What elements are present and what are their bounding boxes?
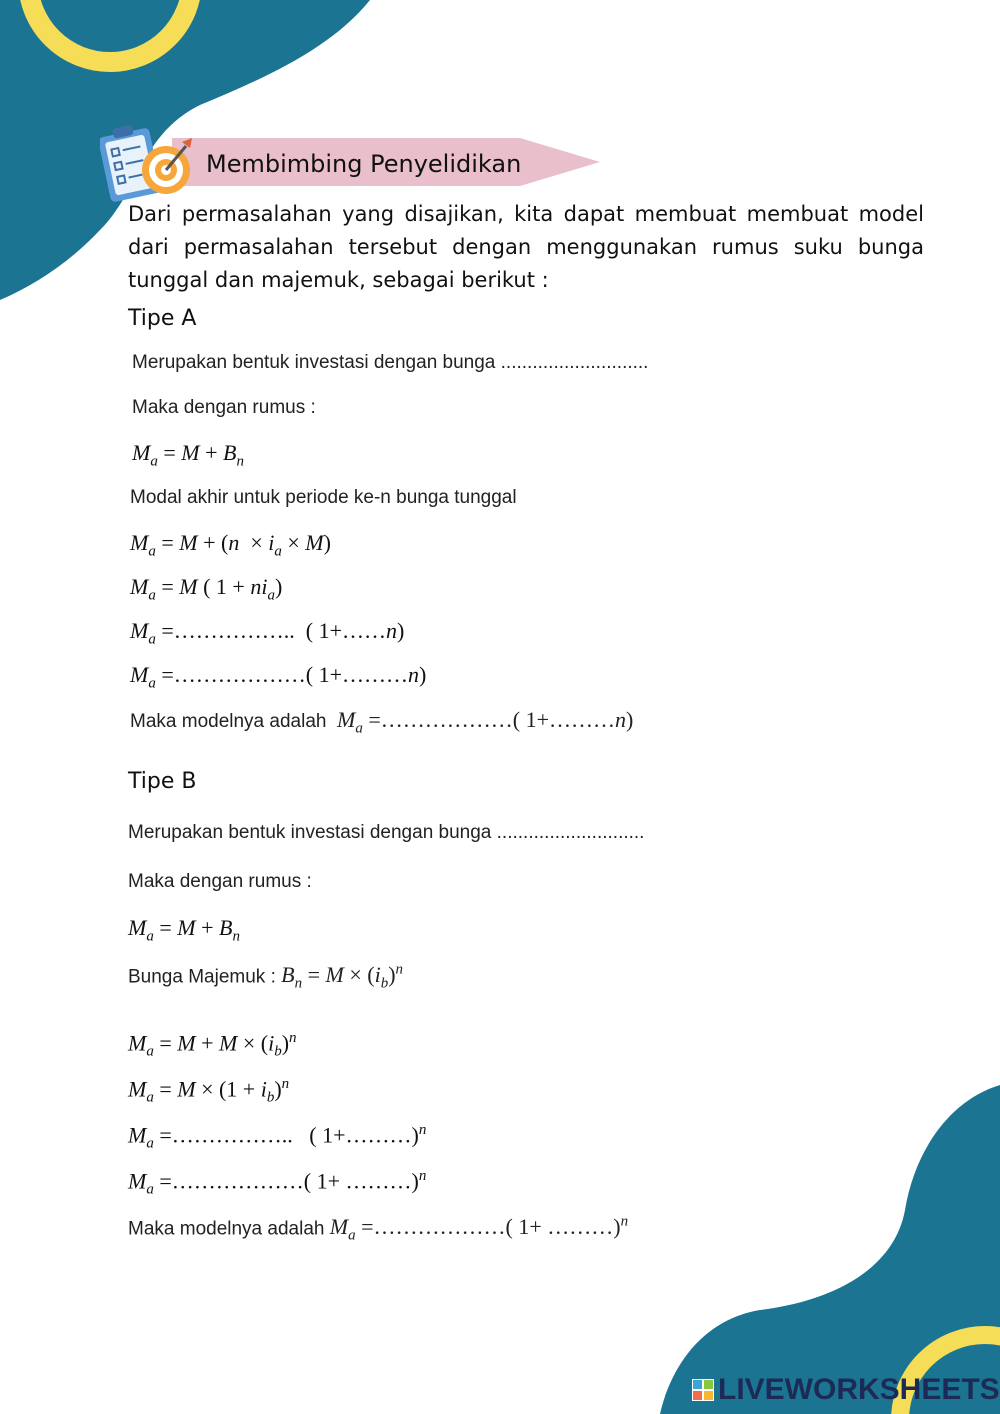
tipe-b-statement: Merupakan bentuk investasi dengan bunga ............................ (128, 822, 645, 843)
tipe-a-formula-2: $M_a = M + (n \times i_a \times M)$ (130, 530, 331, 560)
tipe-a-blank-4[interactable]: ……… (341, 662, 408, 687)
tipe-b-formula-4: $M_a$ =…………….. ( 1+………)$^n$ (128, 1122, 427, 1152)
tipe-a-formula-4: $M_a$ =…………….. ( 1+……n) (130, 618, 405, 648)
tipe-a-blank-6[interactable]: ……… (549, 707, 616, 732)
tipe-b-blank-5[interactable]: ……………… (373, 1214, 506, 1240)
tipe-b-formula-5: $M_a$ =………………( 1+ ………)$^n$ (128, 1168, 427, 1198)
liveworksheets-logo[interactable] (692, 1372, 1000, 1408)
tipe-a-blank-3[interactable]: ……………… (173, 662, 306, 687)
tipe-b-blank-2[interactable]: ……… (345, 1122, 412, 1148)
tipe-a-model-formula: $M_a$ =………………( 1+………n) (337, 707, 634, 737)
tipe-b-formula-1: $M_a = M + B_n$ (128, 915, 240, 945)
tipe-b-blank-4[interactable]: ……… (345, 1168, 412, 1194)
tipe-b-blank-6[interactable]: ……… (547, 1214, 614, 1240)
tipe-b-rumus-label: Maka dengan rumus : (128, 871, 312, 892)
tipe-b-heading: Tipe B (128, 769, 197, 794)
intro-paragraph: Dari permasalahan yang disajikan, kita dapat membuat membuat model dari permasalahan tersebut dengan menggunakan rumus suku bunga tunggal dan majemuk, sebagai berikut : (128, 202, 924, 292)
tipe-b-formula-3: $M_a = M \times (1 + i_b)^n$ (128, 1076, 290, 1106)
tipe-a-note: Modal akhir untuk periode ke-n bunga tunggal (130, 487, 517, 508)
liveworksheets-logo-icon (692, 1379, 714, 1401)
tipe-a-statement: Merupakan bentuk investasi dengan bunga ............................ (132, 352, 649, 373)
tipe-b-model-line (128, 1214, 628, 1245)
tipe-b-blank-3[interactable]: ……………… (171, 1168, 304, 1194)
section-title: Membimbing Penyelidikan (206, 150, 522, 178)
tipe-b-majemuk-line (128, 962, 403, 993)
tipe-a-formula-1: $M_a = M + B_n$ (132, 440, 244, 470)
tipe-a-heading: Tipe A (128, 306, 197, 331)
tipe-a-model-label: Maka modelnya adalah (130, 711, 327, 732)
tipe-b-majemuk-formula: $B_n = M \times (i_b)^n$ (281, 962, 404, 992)
tipe-b-majemuk-label: Bunga Majemuk : (128, 966, 276, 988)
clipboard-target-icon (100, 125, 192, 203)
tipe-b-blank-1[interactable]: …………….. (171, 1122, 293, 1148)
tipe-b-model-label: Maka modelnya adalah (128, 1218, 325, 1240)
liveworksheets-logo-text: LIVEWORKSHEETS (718, 1373, 1000, 1406)
tipe-a-formula-5: $M_a$ =………………( 1+………n) (130, 662, 427, 692)
tipe-b-model-formula: $M_a$ =………………( 1+ ………)$^n$ (329, 1214, 629, 1244)
tipe-a-blank-5[interactable]: ……………… (380, 707, 513, 732)
bottom-right-teal-blob (660, 1085, 1000, 1414)
tipe-b-formula-2: $M_a = M + M \times (i_b)^n$ (128, 1030, 297, 1060)
tipe-a-formula-3: $M_a = M$ ( $1 + ni_a$) (130, 574, 283, 604)
tipe-a-model-line (130, 707, 633, 737)
tipe-a-blank-1[interactable]: …………….. (173, 618, 295, 643)
tipe-a-rumus-label: Maka dengan rumus : (132, 397, 316, 418)
tipe-a-blank-2[interactable]: …… (341, 618, 386, 643)
